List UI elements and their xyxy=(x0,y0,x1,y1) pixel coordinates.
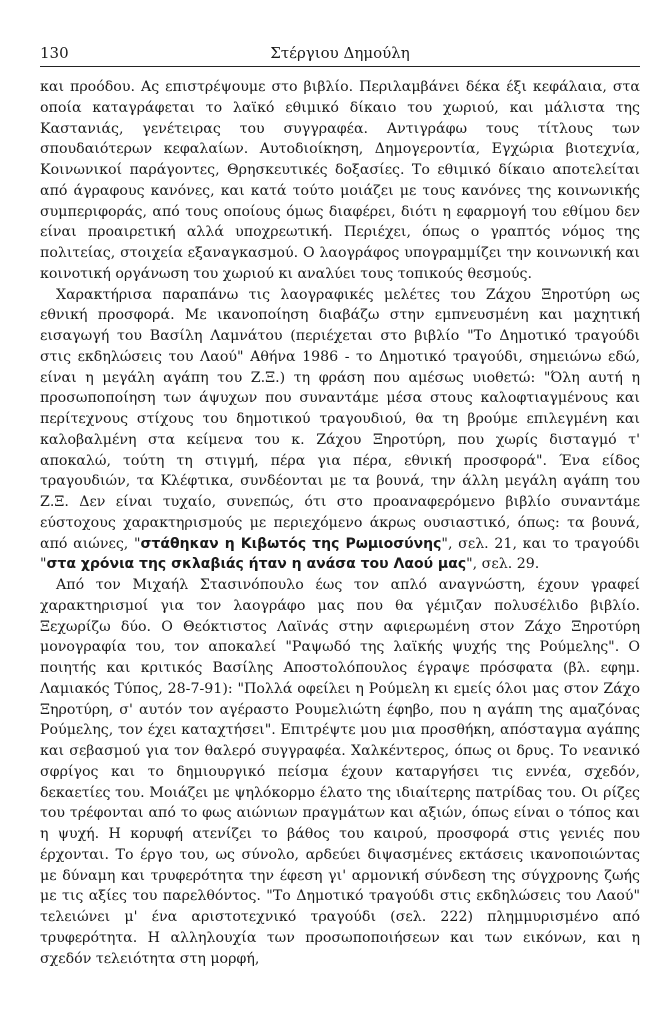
book-page xyxy=(40,38,640,969)
page-header xyxy=(40,38,640,67)
paragraph-text: ", σελ. 21, και το τραγούδι " xyxy=(40,535,640,573)
quote-ark-of-romiosyni: στάθηκαν η Κιβωτός της Ρωμιοσύνης xyxy=(140,535,442,552)
paragraph-continuation: και προόδου. Ας επιστρέψουμε στο βιβλίο. Περιλαμβάνει δέκα έξι κεφάλαια, στα οποία καταγράφεται το λαϊκό εθιμικό δίκαιο του χωριού, και μάλιστα της Καστανιάς, γενέτειρας του συγγραφέα. Αντιγράφω τους τίτλους των σπουδαιότερων κεφαλαίων. Αυτοδιοίκηση, Δημογεροντία, Εγχώρια βιοτεχνία, Κοινωνικοί παράγοντες, Θρησκευτικές δοξασίες. Το εθιμικό δίκαιο αποτελείται από άγραφους κανόνες, και κατά τούτο μοιάζει με τους κανόνες της κοινωνικής συμπεριφοράς, από τους οποίους όμως διαφέρει, διότι η εφαρμογή του εθίμου δεν είναι προαιρετική αλλά υποχρεωτική. Περιέχει, όπως ο γραπτός νόμος της πολιτείας, στοιχεία εξαναγκασμού. Ο λαογράφος υπογραμμίζει την κοινωνική και κοινοτική οργάνωση του χωριού κι αναλύει τους τοπικούς θεσμούς. xyxy=(40,79,640,282)
quote-breath-of-people: στα χρόνια της σκλαβιάς ήταν η ανάσα του Λαού μας xyxy=(46,556,467,573)
paragraph-text: Χαρακτήρισα παραπάνω τις λαογραφικές μελέτες του Ζάχου Ξηροτύρη ως εθνική προσφορά. Με ικανοποίηση διαβάζω στην εμπνευσμένη και μαχητική εισαγωγή του Βασίλη Λαμνάτου (περιέχεται στο βιβλίο "Το Δημοτικό τραγούδι στις εκδηλώσεις του Λαού" Αθήνα 1986 - το Δημοτικό τραγούδι, σημειώνω εδώ, είναι η μεγάλη αγάπη του Ζ.Ξ.) τη φράση που αμέσως υιοθετώ: "Όλη αυτή η προσωποποίηση των άψυχων που συναντάμε μέσα στους καλοφτιαγμένους και περίτεχνους στίχους του δημοτικού τραγουδιού, θα τη βρούμε επιλεγμένη και καλοβαλμένη στα κείμενα του κ. Ζάχου Ξηροτύρη, που χωρίς δισταγμό τ' αποκαλώ, τούτη τη στιγμή, πέρα για πέρα, εθνική προσφορά". Ένα είδος τραγουδιών, τα Κλέφτικα, συνδέονται με τα βουνά, την άλλη μεγάλη αγάπη του Ζ.Ξ. Δεν είναι τυχαίο, συνεπώς, ότι στο προαναφερόμενο βιβλίο συναντάμε εύστοχους χαρακτηρισμούς με περιεχόμενο άκρως ουσιαστικό, όπως: τα βουνά, από αιώνες, " xyxy=(40,286,640,552)
running-head-author: Στέργιου Δημούλη xyxy=(270,44,410,62)
page-number: 130 xyxy=(40,44,69,62)
paragraph-text: ", σελ. 29. xyxy=(466,556,540,573)
body-text xyxy=(40,77,640,969)
paragraph-national-contribution xyxy=(40,285,640,576)
paragraph-characterizations: Από τον Μιχαήλ Στασινόπουλο έως τον απλό αναγνώστη, έχουν γραφεί χαρακτηρισμοί για τον λαογράφο μας που θα γέμιζαν πολυσέλιδο βιβλίο. Ξεχωρίζω δύο. Ο Θεόκτιστος Λαϊνάς στην αφιερωμένη στον Ζάχο Ξηροτύρη μονογραφία του, τον αποκαλεί "Ραψωδό της λαϊκής ψυχής της Ρούμελης". Ο ποιητής και κριτικός Βασίλης Αποστολόπουλος έγραψε πρόσφατα (βλ. εφημ. Λαμιακός Τύπος, 28-7-91): "Πολλά οφείλει η Ρούμελη κι εμείς όλοι μας στον Ζάχο Ξηροτύρη, σ' αυτόν τον αγέραστο Ρουμελιώτη έφηβο, που η αγάπη της αμαζόνας Ρούμελης, τον έχει καταχτήσει". Επιτρέψτε μου μια προσθήκη, απόσταγμα αγάπης και σεβασμού για τον θαλερό συγγραφέα. Χαλκέντερος, όπως οι δρυς. Το νεανικό σφρίγος και το δημιουργικό πείσμα έχουν καταργήσει τις εννέα, σχεδόν, δεκαετίες του. Μοιάζει με ψηλόκορμο έλατο της ιδιαίτερης πατρίδας του. Οι ρίζες του τρέφονται από το φως αιώνιων πραγμάτων και αξιών, όπως είναι ο τόπος και η ψυχή. Η κορυφή ατενίζει το βάθος του καιρού, προσφορά στις γενιές που έρχονται. Το έργο του, ως σύνολο, αρδεύει διψασμένες εκτάσεις ικανοποιώντας με δύναμη και τρυφερότητα την έφεση γι' αρμονική σύνδεση της σύγχρονης ζωής με τις αξίες του παρελθόντος. "Το Δημοτικό τραγούδι στις εκδηλώσεις του Λαού" τελειώνει μ' ένα αριστοτεχνικό τραγούδι (σελ. 222) πλημμυρισμένο από τρυφερότητα. Η αλληλουχία των προσωποποιήσεων και των εικόνων, και η σχεδόν τελειότητα στη μορφή, xyxy=(40,577,640,967)
